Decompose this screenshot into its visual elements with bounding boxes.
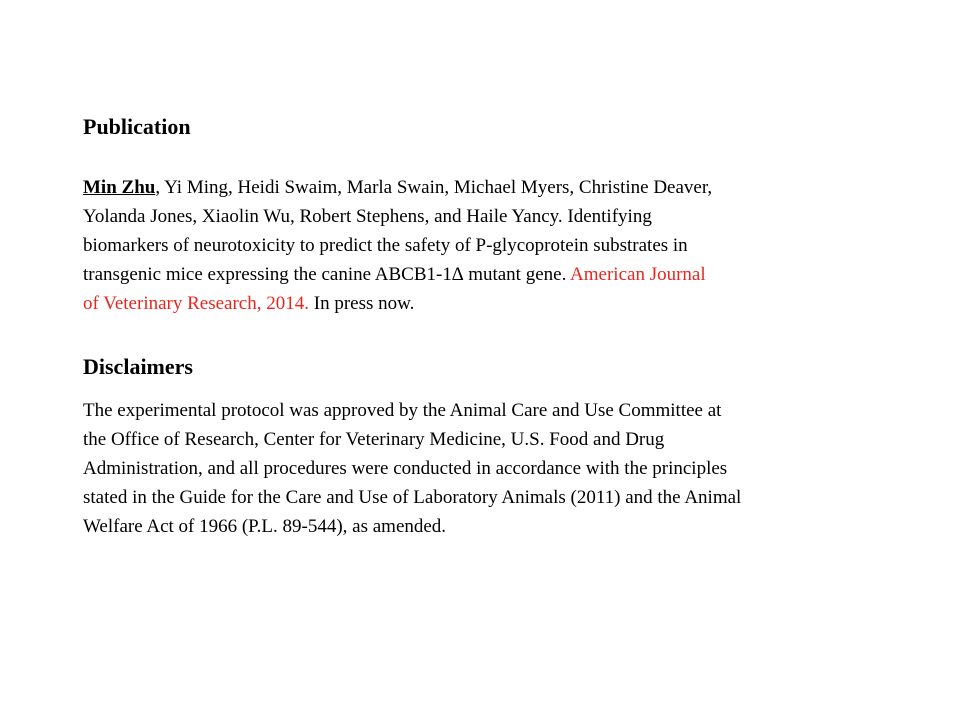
publication-citation: [83, 173, 898, 318]
citation-line: biomarkers of neurotoxicity to predict the safety of P-glycoprotein substrates in: [83, 235, 688, 256]
disclaimer-line: Welfare Act of 1966 (P.L. 89-544), as amended.: [83, 516, 447, 537]
citation-line: Yolanda Jones, Xiaolin Wu, Robert Stephens, and Haile Yancy. Identifying: [83, 206, 652, 227]
citation-line: [83, 260, 898, 289]
disclaimers-heading: Disclaimers: [83, 354, 193, 379]
disclaimer-line: the Office of Research, Center for Veterinary Medicine, U.S. Food and Drug: [83, 429, 665, 450]
journal-name: American Journal: [570, 264, 706, 285]
citation-line: [83, 173, 898, 202]
publication-heading: Publication: [83, 114, 191, 139]
authors-text: , Yi Ming, Heidi Swaim, Marla Swain, Michael Myers, Christine Deaver,: [155, 177, 713, 198]
disclaimers-text: [83, 396, 923, 541]
press-status: In press now.: [313, 293, 415, 314]
journal-name-continued: of Veterinary Research, 2014.: [83, 293, 309, 314]
citation-line: [83, 289, 898, 318]
disclaimer-line: Administration, and all procedures were conducted in accordance with the principles: [83, 458, 728, 479]
disclaimer-line: The experimental protocol was approved by the Animal Care and Use Committee at: [83, 400, 722, 421]
citation-text: transgenic mice expressing the canine ABCB1-1∆ mutant gene.: [83, 264, 571, 285]
disclaimer-line: stated in the Guide for the Care and Use of Laboratory Animals (2011) and the Animal: [83, 487, 742, 508]
first-author-name: Min Zhu: [83, 177, 156, 198]
